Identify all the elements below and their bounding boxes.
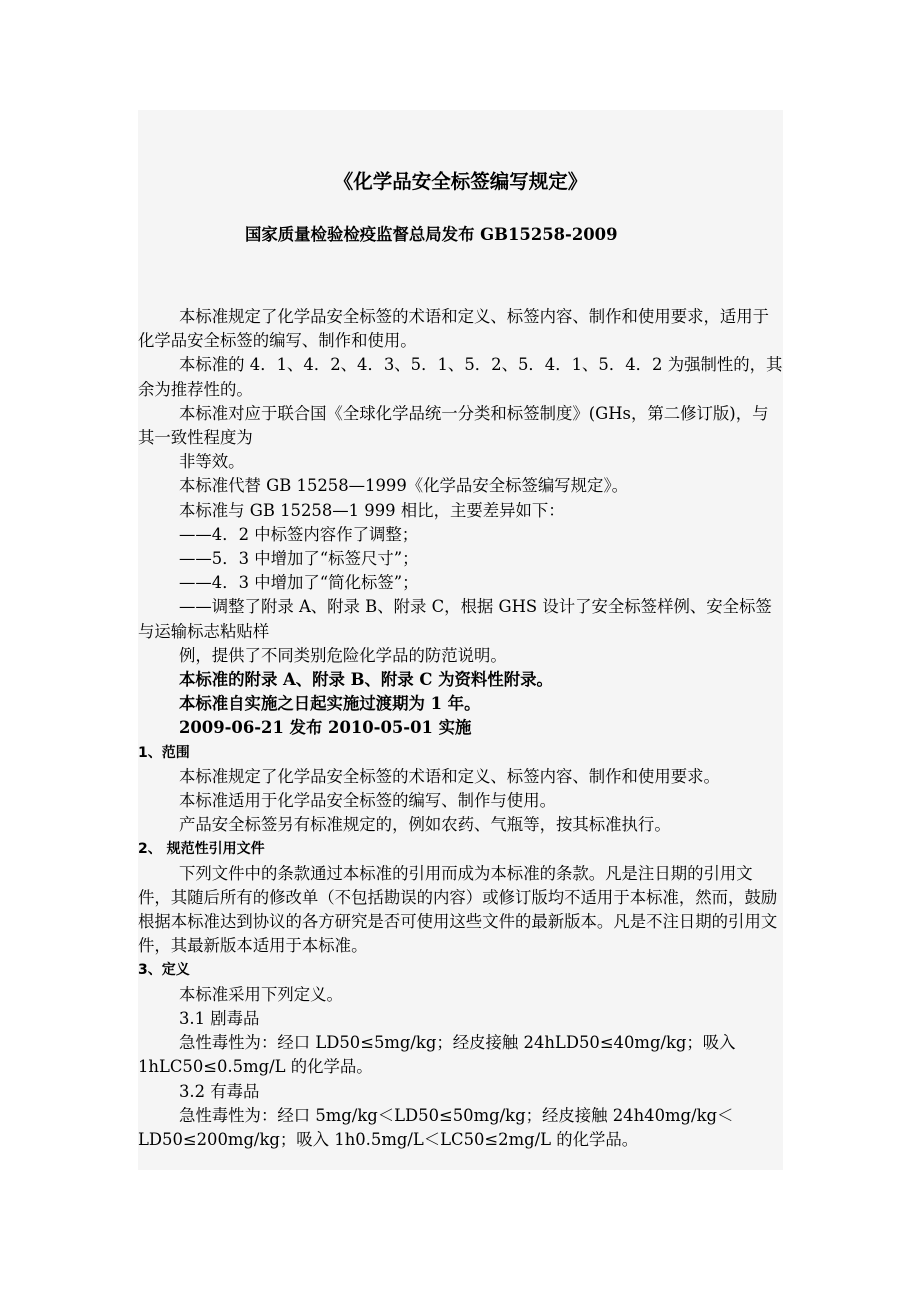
preface-paragraph: 本标准代替 GB 15258—1999《化学品安全标签编写规定》。 — [179, 476, 629, 496]
definition-text: 急性毒性为：经口 LD50≤5mg/kg；经皮接触 24hLD50≤40mg/kg；吸入 1hLC50≤0.5mg/L 的化学品。 — [138, 1033, 736, 1077]
document-title: 《化学品安全标签编写规定》 — [333, 170, 588, 193]
preface-list-item: ——调整了附录 A、附录 B、附录 C，根据 GHS 设计了安全标签样例、安全标签与运输标志粘贴样 — [138, 597, 772, 641]
definition-text: 急性毒性为：经口 5mg/kg＜LD50≤50mg/kg；经皮接触 24h40mg/kg＜LD50≤200mg/kg；吸入 1h0.5mg/L＜LC50≤2mg/L 的化学品。 — [138, 1105, 734, 1149]
section-paragraph: 本标准采用下列定义。 — [179, 984, 343, 1004]
preface-list-item: ——5．3 中增加了“标签尺寸”； — [179, 549, 419, 569]
section-paragraph: 本标准适用于化学品安全标签的编写、制作与使用。 — [179, 791, 556, 811]
document-subtitle: 国家质量检验检疫监督总局发布 GB15258-2009 — [245, 225, 618, 244]
preface-list-item: ——4．2 中标签内容作了调整； — [179, 524, 419, 544]
section-heading-scope: 1、范围 — [138, 744, 190, 761]
publish-dates: 2009-06-21 发布 2010-05-01 实施 — [179, 718, 472, 738]
section-paragraph: 产品安全标签另有标准规定的，例如农药、气瓶等，按其标准执行。 — [179, 815, 671, 835]
section-paragraph: 本标准规定了化学品安全标签的术语和定义、标签内容、制作和使用要求。 — [179, 766, 720, 786]
preface-paragraph: 例，提供了不同类别危险化学品的防范说明。 — [179, 645, 507, 665]
appendix-note: 本标准的附录 A、附录 B、附录 C 为资料性附录。 — [179, 670, 553, 690]
section-heading-definitions: 3、定义 — [138, 962, 190, 979]
section-paragraph: 下列文件中的条款通过本标准的引用而成为本标准的条款。凡是注日期的引用文件，其随后所有的修改单（不包括勘误的内容）或修订版均不适用于本标准，然而，鼓励根据本标准达到协议的各方研究是否可使用这些文件的最新版本。凡是不注日期的引用文件，其最新版本适用于本标准。 — [138, 863, 778, 956]
preface-paragraph: 本标准与 GB 15258—1 999 相比，主要差异如下： — [179, 500, 565, 520]
preface-paragraph: 本标准对应于联合国《全球化学品统一分类和标签制度》(GHs，第二修订版)，与其一致性程度为 — [138, 403, 769, 448]
preface-list-item: ——4．3 中增加了“简化标签”； — [179, 573, 419, 593]
definition-term: 3.2 有毒品 — [179, 1081, 260, 1101]
section-heading-references: 2、 规范性引用文件 — [138, 841, 265, 858]
preface-paragraph: 本标准规定了化学品安全标签的术语和定义、标签内容、制作和使用要求，适用于化学品安全标签的编写、制作和使用。 — [138, 307, 770, 351]
transition-note: 本标准自实施之日起实施过渡期为 1 年。 — [179, 694, 481, 714]
document-body — [138, 167, 783, 1152]
definition-term: 3.1 剧毒品 — [179, 1008, 260, 1028]
preface-paragraph: 本标准的 4．1、4．2、4．3、5．1、5．2、5．4．1、5．4．2 为强制性的，其余为推荐性的。 — [138, 355, 783, 399]
preface-paragraph: 非等效。 — [179, 452, 245, 472]
